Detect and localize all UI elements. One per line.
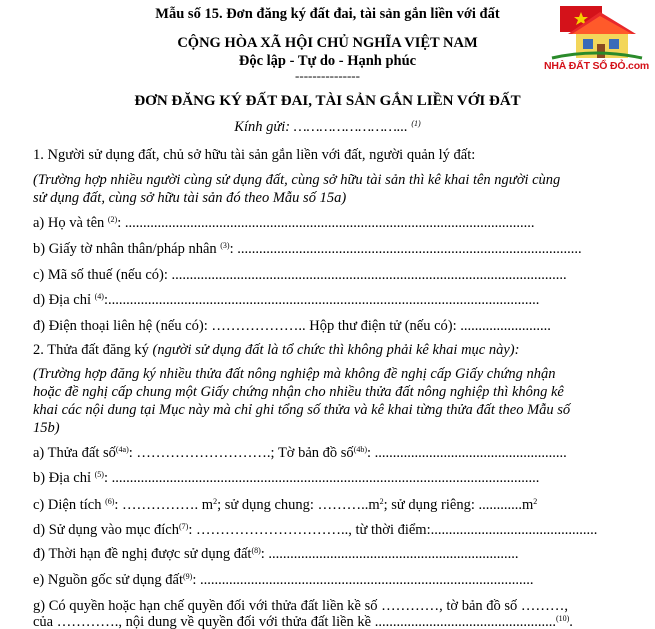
- fill-line: : .....................................................................: [260, 546, 519, 562]
- field-label: d) Địa chỉ: [33, 292, 95, 308]
- section2-note-line2: hoặc đề nghị cấp chung một Giấy chứng nhận cho nhiều thửa đất nông nghiệp thì không kê: [33, 384, 564, 400]
- field-label: b) Địa chỉ: [33, 470, 95, 486]
- area-private: ; sử dụng riêng: ............m: [383, 497, 534, 513]
- footnote-ref: (4b): [353, 445, 368, 454]
- section1-heading: 1. Người sử dụng đất, chủ sở hữu tài sản gắn liền với đất, người quản lý đất:: [33, 147, 476, 163]
- footnote-ref: (7): [179, 522, 189, 531]
- field-label: đ) Thời hạn đề nghị được sử dụng đất: [33, 546, 252, 562]
- field-label: của …………., nội dung về quyền đối với thửa đất liền kề ..................................................: [33, 614, 556, 629]
- field-identity-docs[interactable]: [33, 241, 582, 258]
- recipient-label: Kính gửi: ……………………...: [234, 119, 412, 135]
- section2-heading-note: (người sử dụng đất là tổ chức thì không phải kê khai mục này):: [152, 342, 520, 358]
- footnote-ref: (9): [183, 572, 193, 581]
- section2-note-line3: khai các nội dung tại Mục này mà chỉ ghi tổng số thửa và kê khai từng thửa đất theo Mẫu số: [33, 402, 571, 418]
- fill-line: : ………………………….., từ thời điểm:..............................................: [188, 522, 598, 538]
- footnote-ref: (8): [251, 546, 261, 555]
- form-number: Mẫu số 15. Đơn đăng ký đất đai, tài sản gắn liền với đất: [155, 6, 500, 22]
- section2-heading: [33, 342, 519, 359]
- footnote-ref: (6): [105, 497, 115, 506]
- unit-superscript: 2: [379, 497, 384, 506]
- field-full-name[interactable]: [33, 215, 535, 232]
- fill-line: : ......................................................................................................................: [103, 470, 540, 486]
- footnote-ref: (4): [94, 292, 104, 301]
- section1-note-line1: (Trường hợp nhiều người cùng sử dụng đất, cùng sở hữu tài sản thì kê khai tên người cùng: [33, 172, 561, 188]
- unit-superscript: 2: [213, 497, 218, 506]
- fill-line: .: [569, 614, 573, 629]
- field-adjacent-rights-line1[interactable]: g) Có quyền hoặc hạn chế quyền đối với thửa đất liền kề số …………, tờ bản đồ số ………,: [33, 598, 569, 614]
- footnote-ref: (3): [220, 241, 230, 250]
- field-area[interactable]: [33, 497, 537, 514]
- fill-line: : .....................................................: [367, 445, 567, 461]
- field-label: e) Nguồn gốc sử dụng đất: [33, 572, 184, 588]
- field-use-term[interactable]: [33, 546, 519, 563]
- field-land-use-purpose[interactable]: [33, 522, 597, 539]
- section1-note-line2: sử dụng đất, cùng sở hữu tài sản đó theo Mẫu số 15a): [33, 190, 347, 206]
- area-total: : ……………. m: [114, 497, 214, 513]
- area-shared: ; sử dụng chung: ………..m: [217, 497, 380, 513]
- field-address[interactable]: [33, 292, 539, 309]
- field-parcel-number[interactable]: [33, 445, 567, 462]
- footnote-ref: (1): [411, 119, 421, 128]
- field-phone-email[interactable]: đ) Điện thoại liên hệ (nếu có): ……………….. Hộp thư điện tử (nếu có): .........................: [33, 318, 551, 334]
- logo-text: NHÀ ĐẤT SỔ ĐỎ.com: [543, 60, 650, 72]
- field-label: b) Giấy tờ nhân thân/pháp nhân: [33, 241, 221, 257]
- national-motto: Độc lập - Tự do - Hạnh phúc: [238, 53, 417, 69]
- footnote-ref: (2): [107, 215, 118, 224]
- field-label: d) Sử dụng vào mục đích: [33, 522, 179, 538]
- field-parcel-address[interactable]: [33, 470, 539, 487]
- fill-line: : ............................................................................................: [192, 572, 534, 588]
- fill-line: : ...............................................................................................: [229, 241, 582, 257]
- footnote-ref: (5): [94, 470, 104, 479]
- recipient-line: [0, 119, 655, 136]
- section2-note-line1: (Trường hợp đăng ký nhiều thửa đất nông nghiệp mà không đề nghị cấp Giấy chứng nhận: [33, 366, 556, 382]
- field-label: a) Thửa đất số: [33, 445, 116, 461]
- field-label: a) Họ và tên: [33, 215, 108, 231]
- field-tax-code[interactable]: c) Mã số thuế (nếu có): .............................................................................................................: [33, 267, 567, 283]
- page-title: ĐƠN ĐĂNG KÝ ĐẤT ĐAI, TÀI SẢN GẮN LIỀN VỚI ĐẤT: [134, 93, 521, 109]
- footnote-ref: (4a): [115, 445, 129, 454]
- fill-line: :.......................................................................................................................: [103, 292, 540, 308]
- section2-heading-text: 2. Thửa đất đăng ký: [33, 342, 153, 358]
- header-divider: ---------------: [295, 68, 360, 83]
- fill-line: : .................................................................................................................: [117, 215, 535, 231]
- nation-title: CỘNG HÒA XÃ HỘI CHỦ NGHĨA VIỆT NAM: [177, 35, 478, 51]
- unit-superscript: 2: [533, 497, 538, 506]
- field-label: c) Diện tích: [33, 497, 106, 513]
- field-label: : ……………………….; Tờ bản đồ số: [128, 445, 354, 461]
- field-adjacent-rights-line2[interactable]: [33, 614, 573, 629]
- footnote-ref: (10): [555, 614, 570, 623]
- field-land-origin[interactable]: [33, 572, 534, 589]
- section2-note-line4: 15b): [33, 420, 60, 436]
